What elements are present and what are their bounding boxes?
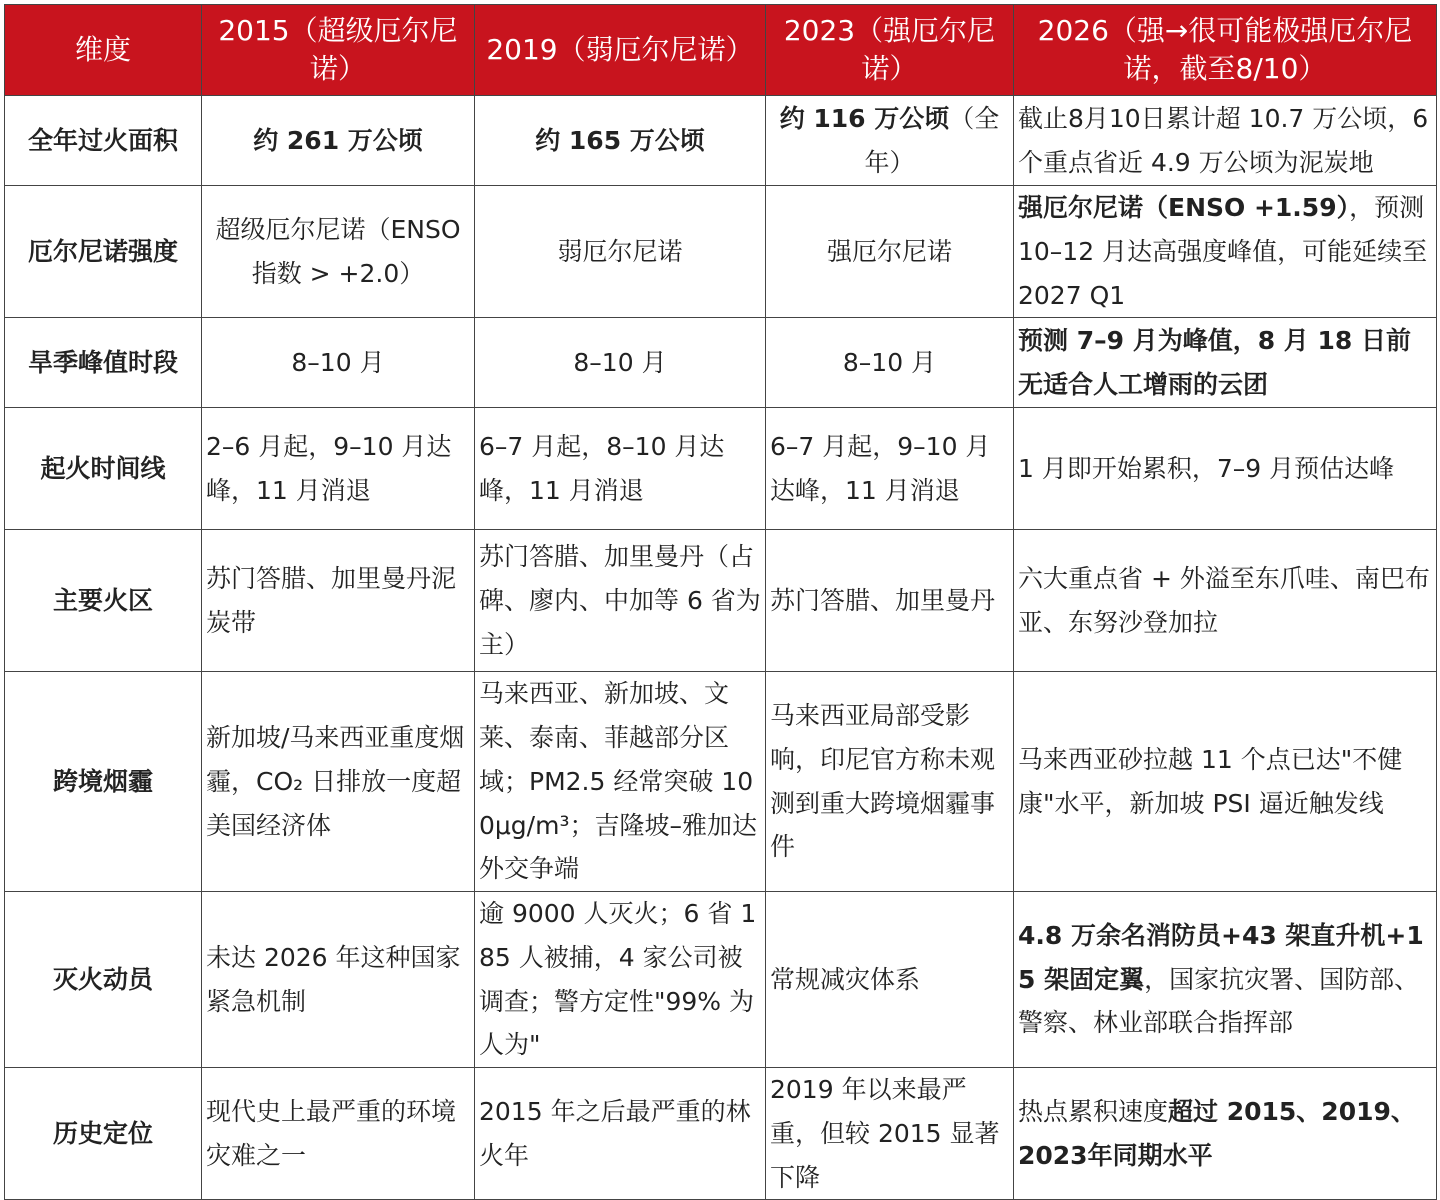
row-label-area: 全年过火面积 xyxy=(5,96,202,186)
cell-haze-2019: 马来西亚、新加坡、文莱、泰南、菲越部分区域；PM2.5 经常突破 100μg/m³；吉隆坡–雅加达外交争端 xyxy=(475,672,766,892)
cell-history-2023: 2019 年以来最严重，但较 2015 显著下降 xyxy=(766,1068,1014,1200)
cell-enso-2023: 强厄尔尼诺 xyxy=(766,186,1014,318)
cell-peak-2019: 8–10 月 xyxy=(475,318,766,408)
header-2026: 2026（强→很可能极强厄尔尼诺，截至8/10） xyxy=(1014,5,1437,96)
cell-peak-2026 xyxy=(1014,318,1437,408)
header-2015: 2015（超级厄尔尼诺） xyxy=(202,5,475,96)
cell-area-2026: 截止8月10日累计超 10.7 万公顷，6 个重点省近 4.9 万公顷为泥炭地 xyxy=(1014,96,1437,186)
cell-text: ，国家抗灾署、国防部、警察、林业部联合指挥部 xyxy=(1018,964,1420,1038)
cell-mobilization-2019: 逾 9000 人灭火；6 省 185 人被捕，4 家公司被调查；警方定性"99% 为人为" xyxy=(475,892,766,1068)
table-row xyxy=(5,530,1437,672)
cell-enso-2015: 超级厄尔尼诺（ENSO 指数 > +2.0） xyxy=(202,186,475,318)
cell-mobilization-2015: 未达 2026 年这种国家紧急机制 xyxy=(202,892,475,1068)
cell-text-bold: 约 116 万公顷 xyxy=(779,103,950,133)
header-dimension: 维度 xyxy=(5,5,202,96)
cell-haze-2026: 马来西亚砂拉越 11 个点已达"不健康"水平，新加坡 PSI 逼近触发线 xyxy=(1014,672,1437,892)
row-label-timeline: 起火时间线 xyxy=(5,408,202,530)
cell-text: ，预测 10–12 月达高强度峰值，可能延续至 2027 Q1 xyxy=(1018,193,1428,310)
header-2023: 2023（强厄尔尼诺） xyxy=(766,5,1014,96)
cell-text: 约 165 万公顷 xyxy=(535,125,705,155)
cell-timeline-2026: 1 月即开始累积，7–9 月预估达峰 xyxy=(1014,408,1437,530)
header-row xyxy=(5,5,1437,96)
cell-zones-2026: 六大重点省 + 外溢至东爪哇、南巴布亚、东努沙登加拉 xyxy=(1014,530,1437,672)
row-label-history: 历史定位 xyxy=(5,1068,202,1200)
cell-area-2023 xyxy=(766,96,1014,186)
cell-timeline-2015: 2–6 月起，9–10 月达峰，11 月消退 xyxy=(202,408,475,530)
table-row xyxy=(5,672,1437,892)
table-row xyxy=(5,96,1437,186)
cell-haze-2015: 新加坡/马来西亚重度烟霾，CO₂ 日排放一度超美国经济体 xyxy=(202,672,475,892)
cell-text-bold: 超过 2015、2019、2023年同期水平 xyxy=(1018,1096,1416,1170)
cell-text: 热点累积速度 xyxy=(1018,1096,1169,1126)
row-label-enso: 厄尔尼诺强度 xyxy=(5,186,202,318)
cell-timeline-2019: 6–7 月起，8–10 月达峰，11 月消退 xyxy=(475,408,766,530)
row-label-peak: 旱季峰值时段 xyxy=(5,318,202,408)
cell-mobilization-2023: 常规减灾体系 xyxy=(766,892,1014,1068)
table-row xyxy=(5,1068,1437,1200)
table-row xyxy=(5,408,1437,530)
cell-haze-2023: 马来西亚局部受影响，印尼官方称未观测到重大跨境烟霾事件 xyxy=(766,672,1014,892)
cell-enso-2019: 弱厄尔尼诺 xyxy=(475,186,766,318)
cell-text-bold: 强厄尔尼诺（ENSO +1.59） xyxy=(1018,193,1350,222)
cell-zones-2015: 苏门答腊、加里曼丹泥炭带 xyxy=(202,530,475,672)
table-body xyxy=(5,96,1437,1200)
cell-history-2019: 2015 年之后最严重的林火年 xyxy=(475,1068,766,1200)
cell-text-bold: 4.8 万余名消防员+43 架直升机+15 架固定翼 xyxy=(1018,920,1424,994)
cell-history-2026 xyxy=(1014,1068,1437,1200)
table-header xyxy=(5,5,1437,96)
row-label-haze: 跨境烟霾 xyxy=(5,672,202,892)
cell-zones-2019: 苏门答腊、加里曼丹（占碑、廖内、中加等 6 省为主） xyxy=(475,530,766,672)
fire-comparison-table xyxy=(4,4,1437,1200)
row-label-mobilization: 灭火动员 xyxy=(5,892,202,1068)
cell-area-2019 xyxy=(475,96,766,186)
header-2019: 2019（弱厄尔尼诺） xyxy=(475,5,766,96)
cell-peak-2015: 8–10 月 xyxy=(202,318,475,408)
table-row xyxy=(5,186,1437,318)
cell-history-2015: 现代史上最严重的环境灾难之一 xyxy=(202,1068,475,1200)
cell-peak-2023: 8–10 月 xyxy=(766,318,1014,408)
cell-text: 约 261 万公顷 xyxy=(253,125,423,155)
table-row xyxy=(5,318,1437,408)
row-label-zones: 主要火区 xyxy=(5,530,202,672)
cell-timeline-2023: 6–7 月起，9–10 月达峰，11 月消退 xyxy=(766,408,1014,530)
cell-text: （全年） xyxy=(864,103,1000,177)
cell-area-2015 xyxy=(202,96,475,186)
cell-text-bold: 预测 7–9 月为峰值，8 月 18 日前无适合人工增雨的云团 xyxy=(1018,326,1411,399)
cell-zones-2023: 苏门答腊、加里曼丹 xyxy=(766,530,1014,672)
table-row xyxy=(5,892,1437,1068)
cell-enso-2026 xyxy=(1014,186,1437,318)
cell-mobilization-2026 xyxy=(1014,892,1437,1068)
